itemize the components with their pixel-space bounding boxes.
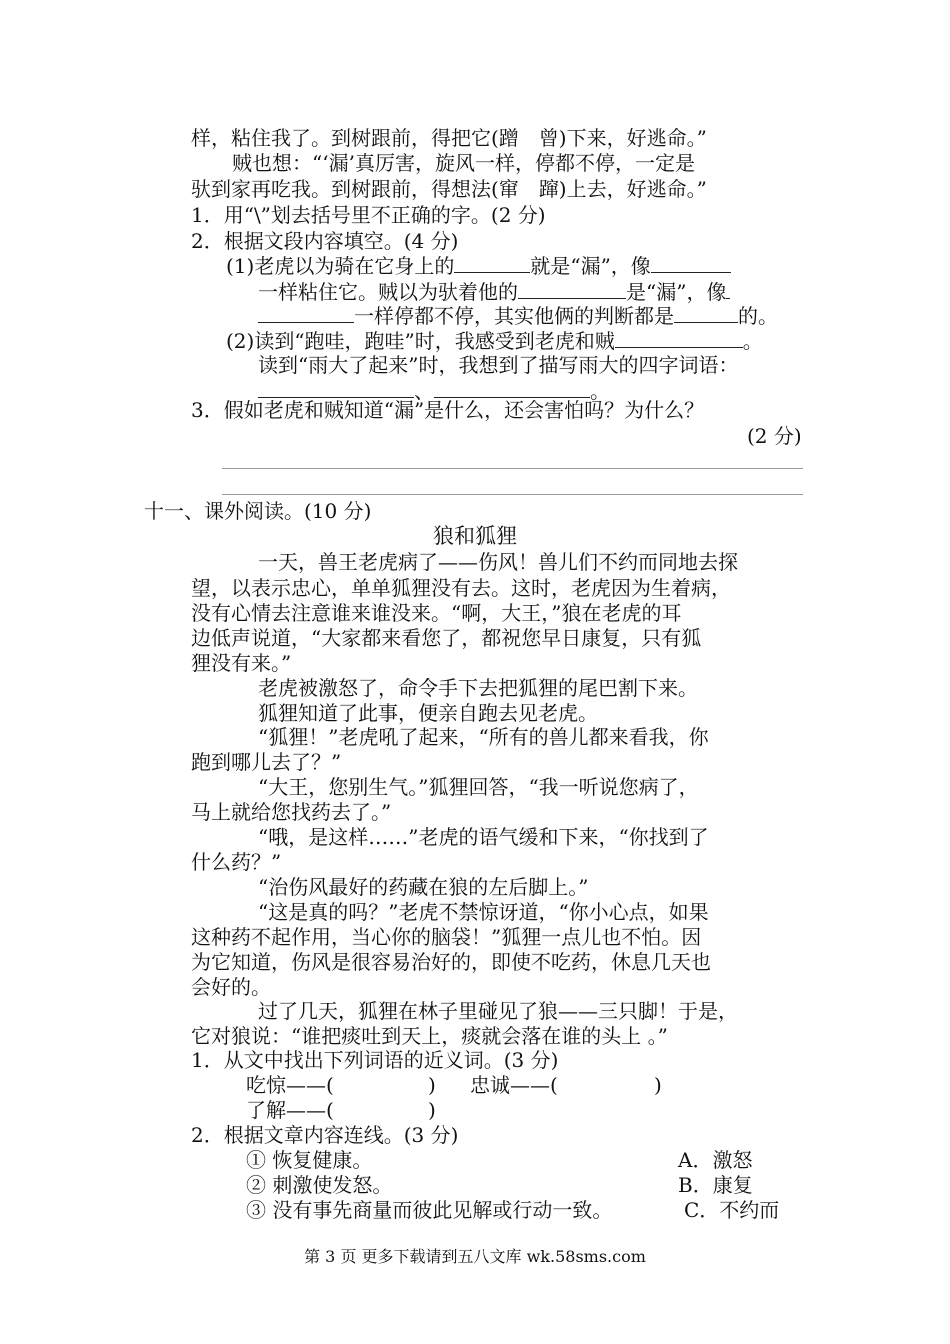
article-line: 狐狸知道了此事，便亲自跑去见老虎。 bbox=[258, 701, 598, 725]
page-footer: 第 3 页 更多下载请到五八文库 wk.58sms.com bbox=[304, 1247, 646, 1266]
answer-blank[interactable] bbox=[518, 278, 626, 299]
question-b1: 1．从文中找出下列词语的近义词。(3 分) bbox=[191, 1048, 559, 1072]
question-2-1-line2 bbox=[258, 278, 730, 304]
article-line: “大王，您别生气。”狐狸回答，“我一听说您病了， bbox=[258, 775, 699, 799]
question-1: 1．用“\”划去括号里不正确的字。(2 分) bbox=[191, 203, 546, 227]
answer-blank[interactable] bbox=[651, 252, 731, 273]
passage-line: 样，粘住我了。到树跟前，得把它(蹭 曾)下来，好逃命。” bbox=[191, 126, 707, 150]
article-line: 什么药？” bbox=[191, 850, 282, 874]
question-2: 2．根据文段内容填空。(4 分) bbox=[191, 229, 459, 253]
section-heading: 十一、课外阅读。(10 分) bbox=[144, 499, 372, 523]
answer-blank[interactable] bbox=[726, 278, 730, 299]
article-line: 它对狼说：“谁把痰吐到天上，痰就会落在谁的头上 。” bbox=[191, 1024, 668, 1048]
passage-line: 驮到家再吃我。到树跟前，得想法(窜 蹿)上去，好逃命。” bbox=[191, 177, 707, 201]
synonym-a-close: ) bbox=[428, 1073, 436, 1097]
question-2-1-line3 bbox=[258, 302, 778, 328]
match-left-item[interactable]: ③ 没有事先商量而彼此见解或行动一致。 bbox=[246, 1198, 613, 1222]
article-line: “哦，是这样……”老虎的语气缓和下来，“你找到了 bbox=[258, 825, 709, 849]
answer-line[interactable] bbox=[222, 494, 803, 495]
q2-1-text-b: 就是“漏”，像 bbox=[530, 254, 651, 278]
answer-blank[interactable] bbox=[615, 327, 743, 348]
synonym-b-close: ) bbox=[654, 1073, 662, 1097]
q2-1-text-c: 一样粘住它。贼以为驮着他的 bbox=[258, 280, 518, 304]
question-3: 3．假如老虎和贼知道“漏”是什么，还会害怕吗？为什么？ bbox=[191, 398, 705, 422]
answer-blank[interactable] bbox=[674, 302, 738, 323]
article-line: 没有心情去注意谁来谁没来。“啊，大王，”狼在老虎的耳 bbox=[191, 601, 682, 625]
match-right-item[interactable]: B．康复 bbox=[678, 1173, 753, 1197]
question-3-score: (2 分) bbox=[747, 424, 802, 448]
question-2-1-line1 bbox=[226, 252, 731, 278]
article-line: 为它知道，伤风是很容易治好的，即使不吃药，休息几天也 bbox=[191, 950, 711, 974]
article-line: “治伤风最好的药藏在狼的左后脚上。” bbox=[258, 875, 589, 899]
q2-1-text-d: 是“漏”，像 bbox=[626, 280, 727, 304]
article-line: 狸没有来。” bbox=[191, 651, 292, 675]
q2-1-text-e: 一样停都不停，其实他俩的判断都是 bbox=[354, 304, 674, 328]
article-line: 马上就给您找药去了。” bbox=[191, 800, 392, 824]
answer-blank[interactable] bbox=[454, 252, 530, 273]
article-line: 跑到哪儿去了？” bbox=[191, 750, 342, 774]
article-line: 过了几天，狐狸在林子里碰见了狼——三只脚！于是， bbox=[258, 999, 738, 1023]
match-left-item[interactable]: ② 刺激使发怒。 bbox=[246, 1173, 393, 1197]
synonym-b-label: 忠诚——( bbox=[470, 1073, 558, 1097]
q2-1-text-a: (1)老虎以为骑在它身上的 bbox=[226, 254, 455, 278]
synonym-a-label: 吃惊——( bbox=[246, 1073, 334, 1097]
q2-2-text-b: 。 bbox=[742, 329, 763, 353]
passage-line: 贼也想：“‘漏’真厉害，旋风一样，停都不停，一定是 bbox=[232, 151, 695, 175]
q2-1-text-f: 的。 bbox=[738, 304, 778, 328]
article-line: “狐狸！”老虎吼了起来，“所有的兽儿都来看我，你 bbox=[258, 725, 709, 749]
article-line: 这种药不起作用，当心你的脑袋！”狐狸一点儿也不怕。因 bbox=[191, 925, 702, 949]
answer-blank[interactable] bbox=[258, 302, 354, 323]
question-2-2-line1 bbox=[226, 327, 763, 353]
q2-2-end: 。 bbox=[590, 379, 610, 403]
article-line: 会好的。 bbox=[191, 975, 271, 999]
match-right-item[interactable]: A．激怒 bbox=[678, 1148, 753, 1172]
q2-2-sep: 、 bbox=[414, 379, 434, 403]
q2-2-text-a: (2)读到“跑哇，跑哇”时，我感受到老虎和贼 bbox=[226, 329, 615, 353]
match-left-item[interactable]: ① 恢复健康。 bbox=[246, 1148, 373, 1172]
article-title: 狼和狐狸 bbox=[433, 524, 517, 548]
question-b2: 2．根据文章内容连线。(3 分) bbox=[191, 1123, 459, 1147]
article-line: 老虎被激怒了，命令手下去把狐狸的尾巴割下来。 bbox=[258, 676, 698, 700]
answer-blank[interactable] bbox=[434, 377, 590, 398]
synonym-c-close: ) bbox=[428, 1098, 436, 1122]
article-line: 一天，兽王老虎病了——伤风！兽儿们不约而同地去探 bbox=[258, 550, 738, 574]
article-line: 望，以表示忠心，单单狐狸没有去。这时，老虎因为生着病， bbox=[191, 576, 731, 600]
answer-line[interactable] bbox=[222, 468, 803, 469]
article-line: “这是真的吗？”老虎不禁惊讶道，“你小心点，如果 bbox=[258, 900, 709, 924]
synonym-c-label: 了解——( bbox=[246, 1098, 334, 1122]
question-2-2-line2: 读到“雨大了起来”时，我想到了描写雨大的四字词语： bbox=[258, 353, 739, 377]
match-right-item[interactable]: C．不约而 bbox=[684, 1198, 780, 1222]
article-line: 边低声说道，“大家都来看您了，都祝您早日康复，只有狐 bbox=[191, 626, 702, 650]
answer-blank[interactable] bbox=[258, 377, 414, 398]
